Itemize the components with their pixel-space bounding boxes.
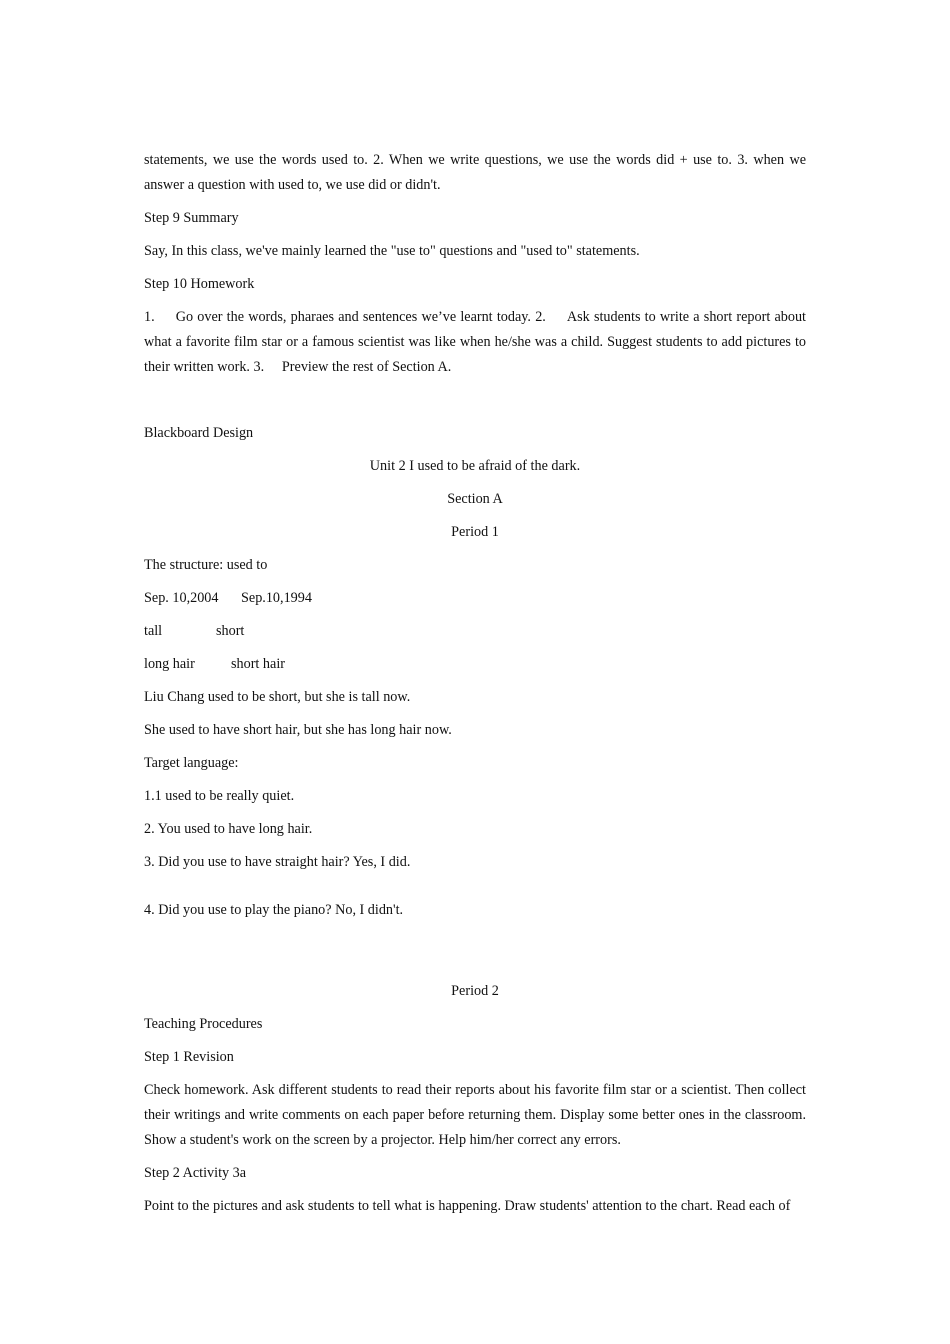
word-short: short — [216, 623, 245, 639]
activity-paragraph: Point to the pictures and ask students to tell what is happening. Draw students' attention to the chart. Read each of — [144, 1198, 791, 1214]
target-item-4: 4. Did you use to play the piano? No, I didn't. — [144, 902, 404, 918]
step-1-heading: Step 1 Revision — [144, 1049, 234, 1065]
teaching-procedures-heading: Teaching Procedures — [144, 1016, 263, 1032]
example-sentence-2: She used to have short hair, but she has long hair now. — [144, 722, 452, 738]
hair-line — [144, 652, 806, 677]
summary-paragraph: Say, In this class, we've mainly learned the "use to" questions and "used to" statements. — [144, 243, 640, 259]
target-item-1: 1.1 used to be really quiet. — [144, 788, 295, 804]
section-title: Section A — [447, 491, 503, 507]
period-2-title: Period 2 — [451, 983, 499, 999]
target-language-heading: Target language: — [144, 755, 239, 771]
step-10-heading: Step 10 Homework — [144, 276, 255, 292]
target-item-2: 2. You used to have long hair. — [144, 821, 313, 837]
date-1994: Sep.10,1994 — [241, 590, 312, 606]
revision-paragraph: Check homework. Ask different students to read their reports about his favorite film star or a scientist. Then collect their writings and write comments on each paper before returning them. Display some better ones in the classroom. Show a student's work on the screen by a projector. Help him/her correct any errors. — [144, 1082, 806, 1148]
homework-paragraph: 1. Go over the words, pharaes and sentences we’ve learnt today. 2. Ask students to write a short report about what a favorite film star or a famous scientist was like when he/she was a child. Suggest students to add pictures to their written work. 3. Preview the rest of Section A. — [144, 309, 806, 375]
word-long-hair: long hair — [144, 656, 195, 672]
target-item-3: 3. Did you use to have straight hair? Yes, I did. — [144, 854, 411, 870]
word-tall: tall — [144, 623, 163, 639]
step-2-heading: Step 2 Activity 3a — [144, 1165, 247, 1181]
structure-line: The structure: used to — [144, 557, 268, 573]
continued-paragraph: statements, we use the words used to. 2. When we write questions, we use the words did + use to. 3. when we answer a question with used to, we use did or didn't. — [144, 152, 806, 193]
document-page — [144, 148, 806, 1227]
blackboard-design-heading: Blackboard Design — [144, 425, 254, 441]
date-2004: Sep. 10,2004 — [144, 590, 219, 606]
unit-title: Unit 2 I used to be afraid of the dark. — [369, 458, 581, 474]
height-line — [144, 619, 806, 644]
period-1-title: Period 1 — [451, 524, 499, 540]
example-sentence-1: Liu Chang used to be short, but she is tall now. — [144, 689, 411, 705]
word-short-hair: short hair — [231, 656, 285, 672]
dates-line — [144, 586, 806, 611]
step-9-heading: Step 9 Summary — [144, 210, 239, 226]
